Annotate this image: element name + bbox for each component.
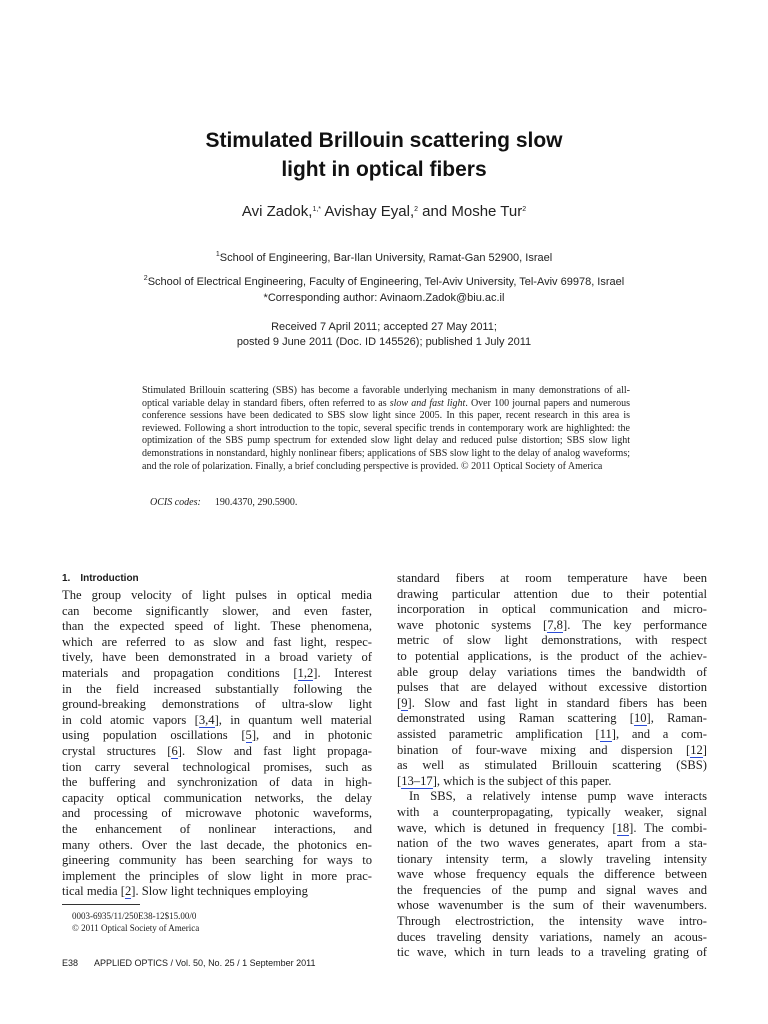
paper-title — [0, 126, 768, 184]
affiliation-2 — [0, 275, 768, 288]
citation-link[interactable]: 1,2 — [297, 665, 314, 680]
text-line: capacity optical communication networks, the delay — [62, 790, 372, 805]
author-1-affiliation-mark: 1,* — [312, 206, 321, 213]
text-line: and processing of microwave photonic waveforms, — [62, 806, 372, 821]
text-line: Through electrostriction, the intensity wave intro- — [397, 914, 707, 929]
text-line: gineering community has been searching for ways to — [62, 853, 372, 868]
text-line: many others. Over the last decade, the photonics en- — [62, 837, 372, 852]
text-line: to potential applications, is the product of the achiev- — [397, 648, 707, 663]
citation-link[interactable]: 5 — [245, 728, 252, 743]
author-2-affiliation-mark: 2 — [414, 206, 419, 213]
text-line: crystal structures [6]. Slow and fast light propaga- — [62, 743, 372, 758]
text-line: in the field increased substantially following the — [62, 681, 372, 696]
text-line: which are referred to as slow and fast light, respec- — [62, 634, 372, 649]
text-line: [13–17], which is the subject of this paper. — [397, 773, 612, 788]
text-line: with a counterpropagating, typically weaker, signal — [397, 804, 707, 819]
received-dates: Received 7 April 2011; accepted 27 May 2011; — [271, 321, 497, 333]
text-line: metric of slow light demonstrations, with respect — [397, 633, 707, 648]
text-line: materials and propagation conditions [1,2]. Interest — [62, 665, 373, 680]
author-1: Avi Zadok, — [241, 203, 313, 220]
text-line: the enhancement of nonlinear interactions, and — [62, 821, 372, 836]
abstract-part-2: . Over 100 journal papers and numerous conference sessions have been dedicated to SBS slow light since 2005. In this paper, recent research in this area is reviewed. Following a short introduction to the topic, several specific trends in contemporary work are highlighted: the optimization of the SBS pump spectrum for extended slow light delay and reduced pulse distortion; SBS slow light demonstrations in nonstandard, highly nonlinear fibers; applications of SBS slow light to the delay of analog waveforms; and the role of polarization. Finally, a brief concluding perspective is provided. © 2011 Optical Society of America — [142, 397, 630, 472]
text-line: tionary intensity term, a slowly traveling intensity — [397, 851, 707, 866]
footnote-issn: 0003-6935/11/250E38-12$15.00/0 — [72, 911, 197, 921]
text-line: using population oscillations [5], and in photonic — [62, 728, 372, 743]
section-heading — [62, 573, 139, 584]
text-line: assisted parametric amplification [11], and a com- — [397, 726, 707, 741]
text-line: drawing particular attention due to their potential — [397, 586, 707, 601]
citation-link[interactable]: 12 — [690, 742, 703, 757]
author-list — [0, 203, 768, 220]
text-line: can become significantly slower, and even faster, — [62, 603, 372, 618]
text-line: tical media [2]. Slow light techniques employing — [62, 884, 308, 899]
page-number: E38 — [62, 958, 79, 968]
abstract — [142, 385, 630, 473]
footnote-copyright: © 2011 Optical Society of America — [72, 923, 200, 933]
text-line: ground-breaking demonstrations of ultra-slow light — [62, 697, 372, 712]
published-dates: posted 9 June 2011 (Doc. ID 145526); published 1 July 2011 — [236, 336, 532, 348]
affiliation-1-text: School of Engineering, Bar-Ilan University, Ramat-Gan 52900, Israel — [219, 252, 553, 264]
text-line: tic wave, which in turn leads to a traveling grating of — [397, 945, 707, 960]
text-line: tion carry several technological promises, such as — [62, 759, 372, 774]
text-line: bination of four-wave mixing and dispersion [12] — [397, 742, 707, 757]
citation-link[interactable]: 2 — [124, 884, 132, 899]
journal-citation: APPLIED OPTICS / Vol. 50, No. 25 / 1 September 2011 — [94, 958, 316, 968]
abstract-emphasis: slow and fast light — [389, 397, 466, 409]
text-line: wave whose frequency equals the difference between — [397, 867, 707, 882]
section-title: Introduction — [80, 573, 139, 584]
text-line: tively, have been demonstrated in a broad variety of — [62, 650, 372, 665]
text-line: as well as stimulated Brillouin scattering (SBS) — [397, 758, 707, 773]
text-line: In SBS, a relatively intense pump wave interacts — [409, 789, 707, 804]
ocis-values: 190.4370, 290.5900. — [214, 497, 298, 508]
affiliation-2-mark: 2 — [143, 275, 148, 282]
title-line-2: light in optical fibers — [281, 158, 487, 181]
text-line: than the expected speed of light. These phenomena, — [62, 619, 372, 634]
section-number: 1. — [62, 573, 71, 584]
text-line: the frequencies of the pump and signal waves and — [397, 882, 707, 897]
affiliation-2-text: School of Electrical Engineering, Faculty of Engineering, Tel-Aviv University, Tel-Aviv 69978, Israel — [147, 276, 625, 288]
corresponding-author: *Corresponding author: Avinaom.Zadok@biu.ac.il — [263, 292, 505, 304]
author-2: Avishay Eyal, — [321, 203, 415, 220]
text-line: duces traveling density variations, namely an acous- — [397, 929, 707, 944]
citation-link[interactable]: 11 — [599, 726, 612, 741]
running-footer — [62, 958, 315, 968]
text-line: standard fibers at room temperature have been — [397, 571, 707, 585]
text-line: pulses that are delayed without excessive distortion — [397, 680, 707, 695]
text-line: wave, which is detuned in frequency [18]. The combi- — [397, 820, 707, 835]
ocis-label: OCIS codes: — [150, 497, 201, 508]
text-line: the buffering and synchronization of data in high- — [62, 775, 372, 790]
text-line: incorporation in optical communication and micro- — [397, 602, 707, 617]
text-line: The group velocity of light pulses in optical media — [62, 588, 372, 602]
right-column — [397, 571, 707, 961]
left-column — [62, 588, 372, 900]
text-line: wave photonic systems [7,8]. The key performance — [397, 617, 707, 632]
text-line: able group delay variations times the bandwidth of — [397, 664, 707, 679]
text-line: demonstrated using Raman scattering [10], Raman- — [397, 711, 707, 726]
affiliation-1 — [0, 251, 768, 264]
abstract-part-1: Stimulated Brillouin scattering (SBS) has become a favorable underlying mechanism in many demonstrations of all-optical variable delay in standard fibers, often referred to as — [142, 385, 630, 409]
citation-link[interactable]: 9 — [401, 695, 408, 710]
citation-link[interactable]: 6 — [171, 743, 178, 758]
text-line: in cold atomic vapors [3,4], in quantum well material — [62, 712, 372, 727]
citation-link[interactable]: 13–17 — [401, 773, 433, 788]
citation-link[interactable]: 7,8 — [547, 617, 563, 632]
affiliation-1-mark: 1 — [215, 251, 220, 258]
citation-link[interactable]: 3,4 — [198, 712, 215, 727]
citation-link[interactable]: 10 — [633, 711, 647, 726]
text-line: implement the principles of slow light in more prac- — [62, 868, 372, 883]
footnote-rule — [62, 904, 140, 905]
text-line: whose wavenumber is the sum of their wavenumbers. — [397, 898, 707, 913]
author-3: and Moshe Tur — [418, 203, 523, 220]
author-3-affiliation-mark: 2 — [522, 206, 527, 213]
title-line-1: Stimulated Brillouin scattering slow — [205, 129, 563, 152]
ocis-codes — [150, 497, 297, 508]
text-line: nation of the two waves generates, apart from a sta- — [397, 836, 707, 851]
citation-link[interactable]: 18 — [616, 820, 630, 835]
text-line: [9]. Slow and fast light in standard fibers has been — [397, 695, 707, 710]
